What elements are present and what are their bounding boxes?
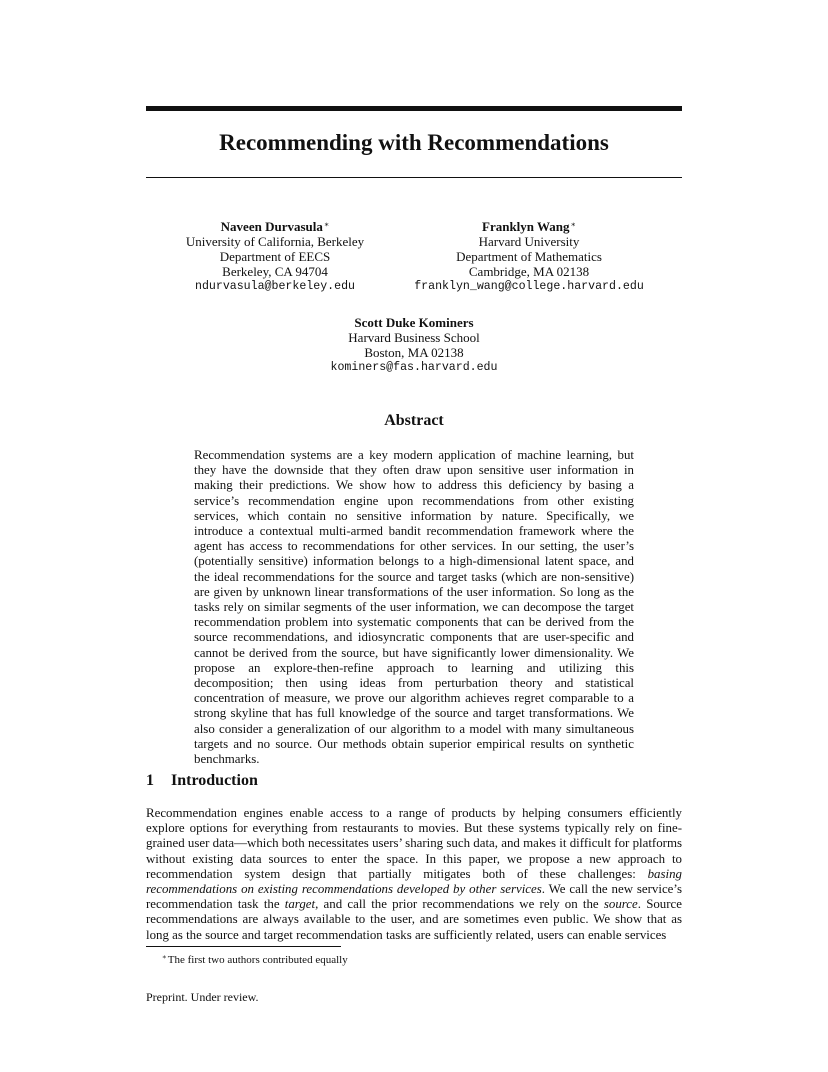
author-department: Department of Mathematics: [456, 249, 602, 264]
author-footnote-mark: ∗: [323, 220, 330, 229]
preprint-note: Preprint. Under review.: [146, 990, 259, 1004]
author-location: Boston, MA 02138: [364, 345, 464, 360]
title-top-rule: [146, 106, 682, 111]
author-email[interactable]: kominers@fas.harvard.edu: [330, 361, 498, 374]
author-footnote-mark: ∗: [570, 220, 576, 229]
emphasis-basing-recommendations: basing recommendations on existing recommendations developed by other services: [146, 866, 682, 897]
author-name: Naveen Durvasula∗: [220, 219, 330, 234]
abstract-heading: Abstract: [384, 412, 444, 429]
author-block-kominers: [314, 315, 514, 375]
emphasis-source: source: [603, 897, 638, 912]
author-block-wang: [398, 217, 660, 294]
footnote: [162, 950, 682, 967]
author-affiliation: Harvard Business School: [348, 330, 480, 345]
author-location: Cambridge, MA 02138: [468, 264, 590, 279]
introduction-paragraph: Recommendation engines enable access to a range of products by helping consumers efficiently explore options for everything from restaurants to movies. But these systems typically rely on fine-grained user data—which both necessitates users’ sharing such data, and makes it difficult for platforms without existing data sources to enter the space. In this paper, we propose a new approach to recommendation system design that partially mitigates both of these challenges: basing recommendations on existing recommendations developed by other services. We call the new service’s recommendation task the target, and call the prior recommendations we rely on the source. Source recommendations are always available to the user, and are sometimes even public. We show that as long as the source and target recommendation tasks are sufficiently related, users can enable services: [146, 806, 683, 942]
section-heading-introduction: [146, 771, 682, 791]
title-bottom-rule: [146, 177, 682, 178]
author-affiliation: University of California, Berkeley: [185, 234, 365, 249]
emphasis-target: target: [284, 897, 316, 912]
author-department: Department of EECS: [219, 249, 331, 264]
abstract-text: Recommendation systems are a key modern application of machine learning, but they have the downside that they often draw upon sensitive user information in making their predictions. We show how to address this deficiency by basing a service’s recommendation engine upon recommendations from other existing services, which contain no sensitive information by nature. Specifically, we introduce a contextual multi-armed bandit recommendation framework where the agent has access to recommendations for other services. In our setting, the user’s (potentially sensitive) information belongs to a high-dimensional latent space, and the ideal recommendations for the source and target tasks (which are non-sensitive) are given by unknown linear transformations of the user information. So long as the tasks rely on similar segments of the user information, we can decompose the target recommendation problem into systematic components that can be derived from the source recommendations, and idiosyncratic components that are user-specific and cannot be derived from the source, but have significantly lower dimensionality. We propose an explore-then-refine approach to learning and utilizing this decomposition; then using ideas from perturbation theory and statistical concentration of measure, we prove our algorithm achieves regret comparable to a strong skyline that has full knowledge of the source and target transformations. We also consider a generalization of our algorithm to a model with many simultaneous targets and no source. Our methods obtain superior empirical results on synthetic benchmarks.: [194, 448, 634, 767]
section-number: 1: [146, 772, 154, 789]
footnote-rule: [146, 946, 341, 947]
author-block-durvasula: [170, 217, 380, 294]
author-email[interactable]: ndurvasula@berkeley.edu: [194, 280, 356, 293]
section-title: Introduction: [171, 772, 258, 789]
author-email[interactable]: franklyn_wang@college.harvard.edu: [414, 280, 644, 293]
author-location: Berkeley, CA 94704: [222, 264, 328, 279]
author-name: Franklyn Wang∗: [482, 219, 576, 234]
footnote-text: The first two authors contributed equally: [167, 954, 348, 966]
paper-title: Recommending with Recommendations: [219, 130, 609, 155]
author-affiliation: Harvard University: [478, 234, 580, 249]
author-name: Scott Duke Kominers: [354, 315, 474, 330]
footnote-mark: ∗: [162, 953, 167, 961]
